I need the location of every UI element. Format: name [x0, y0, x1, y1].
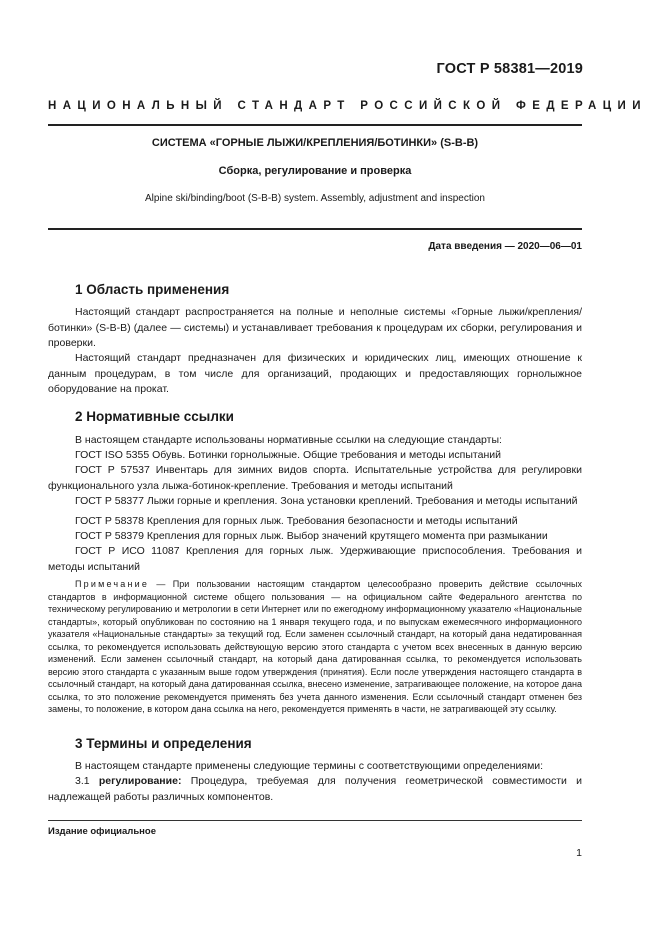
- normative-reference: ГОСТ Р ИСО 11087 Крепления для горных лыж. Удерживающие приспособления. Требования и методы испытаний: [48, 545, 582, 573]
- normative-reference: ГОСТ Р 58378 Крепления для горных лыж. Требования безопасности и методы испытаний: [75, 515, 518, 527]
- document-subtitle: Сборка, регулирование и проверка: [218, 165, 412, 177]
- section-3-intro: В настоящем стандарте применены следующие термины с соответствующими определениями:: [75, 760, 544, 772]
- note-text: — При пользовании настоящим стандартом целесообразно проверить действие ссылочных стандартов в информационной системе общего пользования — на официальном сайте Федерального агентства по техническому регулированию и метрологии в сети Интернет или по ежегодному информационному указателю «Национальные стандарты», который опубликован по состоянию на 1 января текущего года, и по выпускам ежемесячного информационного указателя «Национальные стандарты» за текущий год. Если заменен ссылочный стандарт, на который дана недатированная ссылка, то рекомендуется использовать действующую версию этого стандарта с учетом всех внесенных в данную версию изменений. Если заменен ссылочный стандарт, на который дана датированная ссылка, то рекомендуется использовать версию этого стандарта с указанным выше годом утверждения (принятия). Если после утверждения настоящего стандарта в ссылочный стандарт, на который дана датированная ссылка, внесено изменение, затрагивающее положение, на которое дана ссылка, то это положение рекомендуется применять без учета данного изменения. Если ссылочный стандарт отменен без замены, то положение, в котором дана ссылка на него, рекомендуется применять в части, не затрагивающей эту ссылку.: [48, 579, 582, 714]
- section-1-paragraph: Настоящий стандарт предназначен для физических и юридических лиц, имеющих отношение к данным процедурам, в том числе для организаций, продающих и предоставляющих горнолыжное оборудование на прокат.: [48, 352, 582, 395]
- national-standard-title: НАЦИОНАЛЬНЫЙ СТАНДАРТ РОССИЙСКОЙ ФЕДЕРАЦИИ: [48, 100, 647, 112]
- term-number: 3.1: [75, 775, 99, 787]
- title-divider: [48, 228, 582, 230]
- section-1-heading: 1 Область применения: [75, 282, 230, 297]
- official-edition-label: Издание официальное: [48, 826, 156, 837]
- reference-note: [48, 578, 582, 716]
- footer-divider: [48, 820, 582, 821]
- introduction-date: Дата введения — 2020—06—01: [428, 241, 582, 252]
- section-2-intro: В настоящем стандарте использованы нормативные ссылки на следующие стандарты:: [75, 434, 502, 446]
- term-name: регулирование:: [98, 775, 182, 787]
- normative-reference: ГОСТ ISO 5355 Обувь. Ботинки горнолыжные. Общие требования и методы испытаний: [75, 449, 501, 461]
- section-1-paragraph: Настоящий стандарт распространяется на полные и неполные системы «Горные лыжи/крепления/ботинки» (S-B-B) (далее — системы) и устанавливает требования к процедурам их сборки, регулирования и проверки.: [48, 306, 582, 349]
- normative-reference: ГОСТ Р 58379 Крепления для горных лыж. Выбор значений крутящего момента при размыкании: [75, 530, 548, 542]
- english-title: Alpine ski/binding/boot (S-B-B) system. Assembly, adjustment and inspection: [145, 193, 485, 204]
- section-2-heading: 2 Нормативные ссылки: [75, 409, 234, 424]
- header-divider: [48, 124, 582, 126]
- normative-reference: ГОСТ Р 58377 Лыжи горные и крепления. Зона установки креплений. Требования и методы испытаний: [75, 495, 578, 507]
- term-definition-text: Процедура, требуемая для получения геометрической совместимости и надлежащей работы различных компонентов.: [48, 775, 583, 803]
- section-3-heading: 3 Термины и определения: [75, 736, 252, 751]
- page-number: 1: [576, 847, 582, 859]
- note-label: Примечание: [75, 579, 150, 589]
- system-title: СИСТЕМА «ГОРНЫЕ ЛЫЖИ/КРЕПЛЕНИЯ/БОТИНКИ» (S-B-B): [151, 137, 479, 149]
- term-definition: [48, 774, 582, 805]
- standard-code: ГОСТ Р 58381—2019: [436, 61, 583, 77]
- normative-reference: ГОСТ Р 57537 Инвентарь для зимних видов спорта. Испытательные устройства для регулировки функционального узла лыжа-ботинок-крепление. Требования и методы испытаний: [48, 464, 582, 492]
